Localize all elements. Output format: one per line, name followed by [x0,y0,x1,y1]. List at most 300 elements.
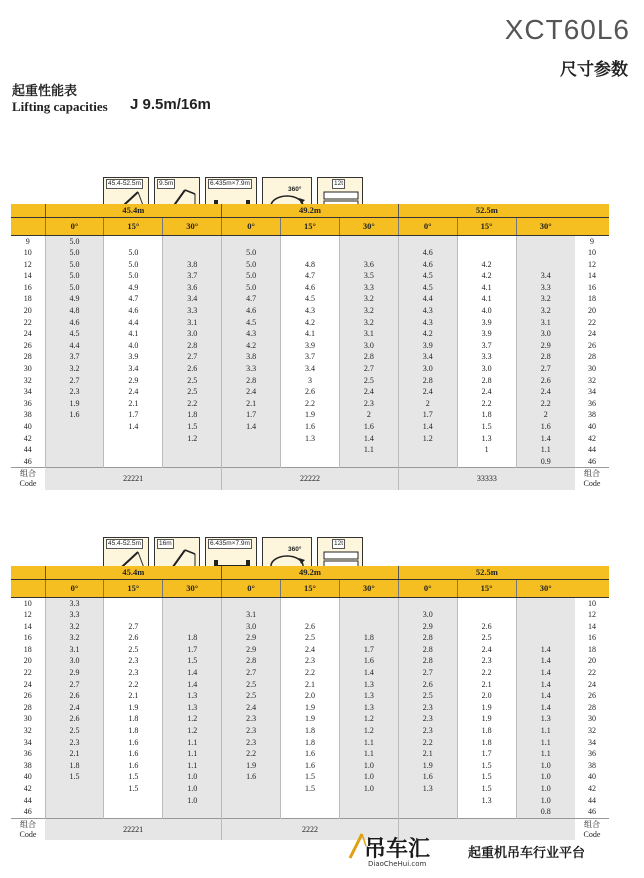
capacity-cell: 2.5 [222,690,281,702]
capacity-cell [45,456,104,468]
capacity-cell: 1.1 [516,444,575,456]
capacity-cell: 1.8 [45,760,104,772]
capacity-cell: 2.4 [222,702,281,714]
capacity-cell: 4.5 [222,317,281,329]
code-label-cell [11,818,45,840]
capacity-cell: 1.0 [339,760,398,772]
capacity-cell: 1.7 [104,409,163,421]
capacity-cell: 1.1 [339,748,398,760]
capacity-cell: 1.6 [104,737,163,749]
capacity-cell [222,456,281,468]
table-row [11,748,609,760]
radius-cell: 36 [575,748,609,760]
capacity-cell: 2.8 [398,655,457,667]
radius-cell: 44 [575,444,609,456]
capacity-cell [163,806,222,818]
radius-cell: 46 [575,456,609,468]
radius-cell: 10 [11,597,45,609]
radius-cell: 12 [11,259,45,271]
capacity-cell [45,795,104,807]
capacity-cell: 2.1 [398,748,457,760]
capacity-cell: 1.8 [457,725,516,737]
angle-header: 0° [45,217,104,235]
watermark-logo: 吊车汇 [364,837,431,862]
capacity-cell: 4.4 [104,317,163,329]
capacity-cell: 4.4 [398,293,457,305]
capacity-cell: 2.2 [163,398,222,410]
capacity-cell: 3.6 [163,282,222,294]
table-row [11,597,609,609]
capacity-cell: 3.3 [45,609,104,621]
table-row [11,725,609,737]
capacity-cell: 4.3 [281,305,340,317]
boom-header: 52.5m [398,204,575,217]
capacity-cell [457,609,516,621]
radius-cell: 32 [575,725,609,737]
code-label-cn: 组合 [20,819,36,829]
capacity-cell: 2.6 [163,363,222,375]
code-label-en: Code [19,479,37,489]
capacity-cell: 4.7 [281,270,340,282]
capacity-cell: 3.0 [457,363,516,375]
table-row [11,375,609,387]
capacity-cell [457,247,516,259]
capacity-cell: 2.3 [281,655,340,667]
radius-cell: 16 [575,282,609,294]
table-row [11,456,609,468]
capacity-cell: 2.7 [104,621,163,633]
capacity-cell: 2.9 [222,644,281,656]
radius-cell: 24 [11,328,45,340]
radius-cell: 14 [575,270,609,282]
table-row [11,259,609,271]
capacity-cell: 2.7 [516,363,575,375]
table-row [11,795,609,807]
capacity-cell [222,597,281,609]
capacity-cell: 1.3 [163,702,222,714]
capacity-cell: 2 [339,409,398,421]
combination-code: 22221 [45,468,222,490]
radius-cell: 10 [575,597,609,609]
capacity-cell: 4.9 [104,282,163,294]
capacity-cell [163,235,222,247]
capacity-cell: 3.3 [339,282,398,294]
radius-cell: 38 [575,409,609,421]
capacity-cell: 1.9 [457,702,516,714]
capacity-cell: 1.8 [339,632,398,644]
capacity-cell: 4.0 [104,340,163,352]
capacity-cell: 1.9 [281,409,340,421]
capacity-cell [339,795,398,807]
capacity-cell: 4.2 [222,340,281,352]
boom-header: 45.4m [45,566,222,579]
capacity-cell: 2.2 [222,748,281,760]
capacity-cell: 2.0 [457,690,516,702]
capacity-cell: 1.3 [457,433,516,445]
capacity-cell: 1.9 [281,713,340,725]
capacity-cell: 4.1 [457,282,516,294]
capacity-cell: 2.1 [457,679,516,691]
capacity-cell: 2.7 [222,667,281,679]
capacity-cell: 2.3 [398,725,457,737]
radius-cell: 42 [11,783,45,795]
capacity-cell: 1.5 [104,783,163,795]
capacity-cell: 5.0 [222,270,281,282]
capacity-cell: 1.4 [516,644,575,656]
capacity-cell: 1.6 [281,748,340,760]
capacity-cell: 1.4 [339,667,398,679]
corner-cell [11,566,45,579]
capacity-cell: 1.7 [163,644,222,656]
capacity-cell: 5.0 [45,282,104,294]
radius-cell: 14 [11,621,45,633]
outrigger-label: 6.435m×7.9m [210,180,250,187]
capacity-cell: 2.1 [104,398,163,410]
radius-cell: 22 [575,317,609,329]
capacity-cell: 3.7 [163,270,222,282]
capacity-cell: 1.0 [516,760,575,772]
combination-code: 22221 [45,818,222,840]
capacity-cell: 5.0 [45,247,104,259]
capacity-cell [398,235,457,247]
capacity-cell: 1.3 [163,690,222,702]
counterweight-label: 12t [334,180,344,187]
capacity-cell: 3.0 [222,621,281,633]
capacity-cell: 2.9 [104,375,163,387]
code-label-cell [575,468,609,490]
capacity-cell [398,444,457,456]
capacity-table-9-5m [11,204,609,490]
radius-cell: 12 [11,609,45,621]
table-row [11,235,609,247]
capacity-cell: 2 [398,398,457,410]
boom-header: 52.5m [398,566,575,579]
radius-cell: 10 [11,247,45,259]
capacity-cell: 1.6 [104,748,163,760]
capacity-cell: 3.2 [516,305,575,317]
capacity-cell: 3 [281,375,340,387]
watermark [344,828,644,878]
capacity-cell: 1.8 [163,409,222,421]
capacity-cell [281,795,340,807]
capacity-cell: 1.4 [163,667,222,679]
capacity-cell: 4.8 [45,305,104,317]
capacity-cell [281,806,340,818]
capacity-cell: 4.3 [398,317,457,329]
capacity-cell: 3.5 [339,270,398,282]
capacity-cell [104,433,163,445]
capacity-cell: 2.8 [398,644,457,656]
table-row [11,644,609,656]
capacity-cell [104,609,163,621]
capacity-cell: 3.3 [457,351,516,363]
capacity-cell: 2.4 [281,644,340,656]
table-row [11,632,609,644]
capacity-cell [222,235,281,247]
capacity-cell [163,444,222,456]
radius-cell: 18 [575,293,609,305]
table-row [11,621,609,633]
capacity-cell: 1.6 [104,760,163,772]
code-row [11,468,609,490]
radius-cell: 44 [575,795,609,807]
capacity-table-1 [11,204,609,490]
table-row [11,609,609,621]
capacity-cell: 1.7 [398,409,457,421]
angle-header: 0° [398,217,457,235]
radius-cell: 46 [11,456,45,468]
radius-cell: 28 [575,702,609,714]
table-row [11,444,609,456]
capacity-cell: 1.5 [104,771,163,783]
capacity-cell [457,235,516,247]
capacity-cell [516,621,575,633]
capacity-cell: 5.0 [222,259,281,271]
angle-header: 30° [163,217,222,235]
capacity-cell: 2.5 [281,632,340,644]
radius-cell: 9 [11,235,45,247]
capacity-cell: 1.1 [163,737,222,749]
capacity-cell: 1.5 [163,421,222,433]
capacity-cell: 4.5 [45,328,104,340]
angle-header: 30° [339,217,398,235]
capacity-cell: 5.0 [104,247,163,259]
angle-header: 30° [516,579,575,597]
slew-label: 360° [288,546,302,553]
radius-cell: 26 [11,340,45,352]
capacity-cell: 3.7 [45,351,104,363]
table-row [11,282,609,294]
capacity-cell: 1.3 [398,783,457,795]
capacity-cell [104,795,163,807]
capacity-cell [281,597,340,609]
capacity-cell: 2.5 [398,690,457,702]
capacity-cell: 1.5 [281,771,340,783]
counterweight-label: 12t [334,540,344,547]
capacity-cell: 3.7 [457,340,516,352]
capacity-cell: 2.3 [104,655,163,667]
capacity-cell: 1.8 [104,725,163,737]
corner-cell [11,217,45,235]
capacity-cell [516,632,575,644]
table-row [11,293,609,305]
capacity-cell: 1.5 [457,421,516,433]
table-row [11,771,609,783]
capacity-cell: 3.2 [45,632,104,644]
capacity-cell: 2.6 [457,621,516,633]
capacity-cell: 1.6 [339,655,398,667]
capacity-cell: 1.3 [457,795,516,807]
capacity-cell: 1.2 [163,725,222,737]
capacity-cell: 3.0 [398,609,457,621]
code-label-cn: 组合 [584,819,600,829]
capacity-cell: 2.2 [457,398,516,410]
capacity-cell: 3.1 [222,609,281,621]
capacity-cell: 2.3 [222,713,281,725]
angle-header: 0° [222,217,281,235]
capacity-cell: 3.9 [457,328,516,340]
capacity-cell: 2.3 [457,655,516,667]
capacity-cell: 4.3 [222,328,281,340]
capacity-cell [163,621,222,633]
capacity-cell: 1.0 [163,783,222,795]
capacity-cell: 1.6 [516,421,575,433]
capacity-cell: 4.2 [457,270,516,282]
code-label-en: Code [583,829,601,839]
capacity-cell: 4.9 [45,293,104,305]
capacity-cell: 2.8 [163,340,222,352]
capacity-cell: 3.1 [163,317,222,329]
capacity-cell: 2.2 [398,737,457,749]
table-row [11,679,609,691]
radius-cell: 36 [11,748,45,760]
radius-cell: 18 [11,293,45,305]
capacity-cell [222,433,281,445]
capacity-cell: 2.8 [339,351,398,363]
angle-header: 0° [398,579,457,597]
capacity-cell [104,806,163,818]
code-label-en: Code [583,479,601,489]
combination-code: 2222 [222,818,399,840]
capacity-cell: 1.1 [516,725,575,737]
capacity-cell: 4.6 [281,282,340,294]
radius-cell: 18 [575,644,609,656]
angle-header: 15° [281,217,340,235]
capacity-cell: 5.0 [222,282,281,294]
capacity-cell: 2.2 [457,667,516,679]
capacity-cell: 4.6 [398,247,457,259]
capacity-cell: 4.7 [222,293,281,305]
radius-cell: 40 [11,421,45,433]
capacity-cell: 3.6 [339,259,398,271]
capacity-cell: 4.6 [45,317,104,329]
capacity-cell: 2.4 [457,386,516,398]
radius-cell: 16 [11,282,45,294]
table-row [11,783,609,795]
capacity-cell: 2.2 [281,398,340,410]
capacity-cell: 3.3 [516,282,575,294]
capacity-cell: 3.2 [339,305,398,317]
capacity-cell: 1.9 [45,398,104,410]
capacity-cell: 2.5 [163,375,222,387]
capacity-cell: 4.5 [398,270,457,282]
capacity-cell: 3.7 [281,351,340,363]
capacity-cell: 1.5 [163,655,222,667]
capacity-cell: 1.8 [457,737,516,749]
capacity-cell: 1.8 [457,409,516,421]
radius-cell: 30 [575,713,609,725]
angle-header: 15° [457,217,516,235]
capacity-cell: 1.1 [516,748,575,760]
capacity-cell: 3.1 [339,328,398,340]
capacity-cell: 2.1 [45,748,104,760]
capacity-cell: 2.5 [457,632,516,644]
capacity-cell: 2.6 [45,713,104,725]
capacity-cell: 3.4 [104,363,163,375]
capacity-cell [339,621,398,633]
capacity-cell [398,795,457,807]
radius-cell: 30 [11,713,45,725]
radius-cell: 34 [575,386,609,398]
radius-cell: 20 [11,305,45,317]
capacity-cell: 3.0 [516,328,575,340]
capacity-cell: 1.5 [457,760,516,772]
capacity-cell: 5.0 [104,259,163,271]
capacity-cell: 2.5 [339,375,398,387]
capacity-cell: 1.5 [457,783,516,795]
capacity-cell: 2.3 [45,737,104,749]
radius-cell: 10 [575,247,609,259]
capacity-cell [516,259,575,271]
capacity-cell: 2.9 [45,667,104,679]
capacity-cell: 2.8 [457,375,516,387]
capacity-cell: 1.9 [281,702,340,714]
capacity-cell: 4.6 [222,305,281,317]
jib-length-label: 16m [159,540,172,547]
radius-cell: 28 [11,702,45,714]
boom-header: 49.2m [222,566,399,579]
corner-cell [575,217,609,235]
capacity-cell: 1.4 [516,690,575,702]
capacity-cell [516,247,575,259]
radius-cell: 26 [11,690,45,702]
capacity-cell: 0.9 [516,456,575,468]
table-row [11,398,609,410]
capacity-cell [163,247,222,259]
capacity-cell [222,795,281,807]
title-jib: J 9.5m/16m [130,96,211,113]
table-row [11,247,609,259]
capacity-cell [222,444,281,456]
radius-cell: 36 [575,398,609,410]
table-row [11,351,609,363]
capacity-cell: 3.4 [398,351,457,363]
capacity-cell [45,783,104,795]
capacity-cell [45,433,104,445]
boom-length-label: 45.4-52.5m [108,180,141,187]
capacity-cell: 1.8 [104,713,163,725]
capacity-cell: 1.4 [222,421,281,433]
capacity-cell: 3.4 [516,270,575,282]
capacity-cell: 2.8 [516,351,575,363]
corner-cell [575,579,609,597]
capacity-cell [457,806,516,818]
table-row [11,340,609,352]
table-row [11,409,609,421]
slew-label: 360° [288,186,302,193]
angle-header: 30° [516,217,575,235]
capacity-cell: 1.3 [339,690,398,702]
capacity-cell: 5.0 [45,259,104,271]
capacity-cell: 2.9 [516,340,575,352]
angle-header: 0° [222,579,281,597]
capacity-cell [516,609,575,621]
capacity-cell: 3.2 [45,621,104,633]
corner-cell [575,204,609,217]
capacity-cell: 1.7 [222,409,281,421]
capacity-cell: 4.2 [457,259,516,271]
capacity-cell: 2.1 [222,398,281,410]
capacity-cell: 4.1 [281,328,340,340]
capacity-cell: 3.2 [339,293,398,305]
capacity-cell: 1.4 [339,433,398,445]
capacity-cell: 1.9 [222,760,281,772]
capacity-cell: 1.0 [516,771,575,783]
combination-code: 22222 [222,468,399,490]
capacity-cell: 1.5 [457,771,516,783]
capacity-cell: 2.8 [222,375,281,387]
capacity-cell [457,456,516,468]
